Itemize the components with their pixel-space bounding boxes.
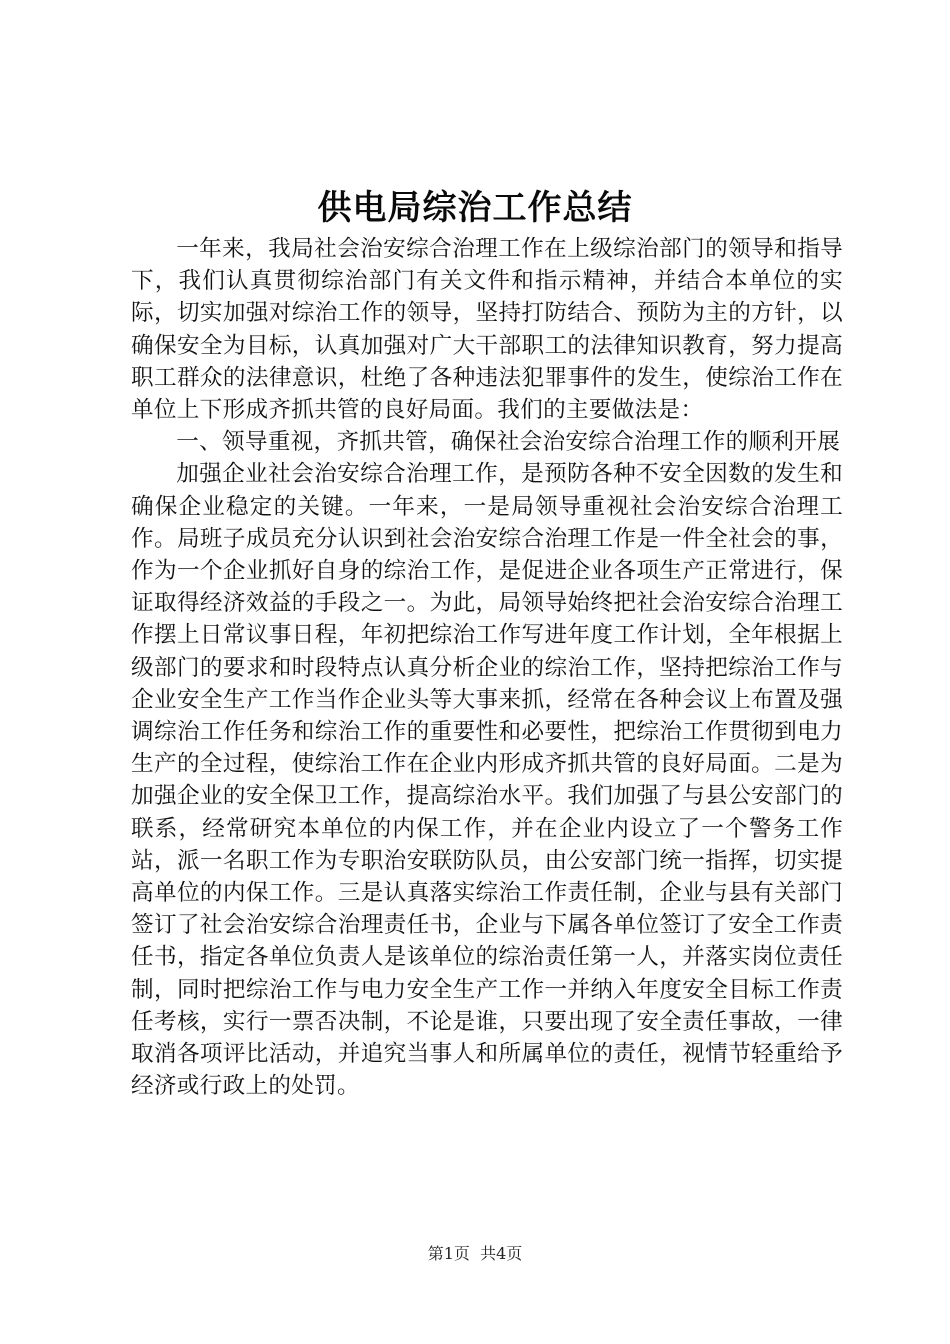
section-heading-1: 一、领导重视，齐抓共管，确保社会治安综合治理工作的顺利开展 [176, 429, 841, 456]
document-body [131, 233, 843, 1102]
document-title: 供电局综治工作总结 [317, 188, 633, 228]
page-footer [0, 1242, 950, 1266]
paragraph-section-1: 加强企业社会治安综合治理工作，是预防各种不安全因数的发生和确保企业稳定的关键。一年来，一是局领导重视社会治安综合治理工作。局班子成员充分认识到社会治安综合治理工作是一件全社会的事，作为一个企业抓好自身的综治工作，是促进企业各项生产正常进行，保证取得经济效益的手段之一。为此，局领导始终把社会治安综合治理工作摆上日常议事日程，年初把综治工作写进年度工作计划，全年根据上级部门的要求和时段特点认真分析企业的综治工作，坚持把综治工作与企业安全生产工作当作企业头等大事来抓，经常在各种会议上布置及强调综治工作任务和综治工作的重要性和必要性，把综治工作贯彻到电力生产的全过程，使综治工作在企业内形成齐抓共管的良好局面。二是为加强企业的安全保卫工作，提高综治水平。我们加强了与县公安部门的联系，经常研究本单位的内保工作，并在企业内设立了一个警务工作站，派一名职工作为专职治安联防队员，由公安部门统一指挥，切实提高单位的内保工作。三是认真落实综治工作责任制，企业与县有关部门签订了社会治安综合治理责任书，企业与下属各单位签订了安全工作责任书，指定各单位负责人是该单位的综治责任第一人，并落实岗位责任制，同时把综治工作与电力安全生产工作一并纳入年度安全目标工作责任考核，实行一票否决制，不论是谁，只要出现了安全责任事故，一律取消各项评比活动，并追究当事人和所属单位的责任，视情节轻重给予经济或行政上的处罚。 [131, 461, 843, 1100]
paragraph-intro: 一年来，我局社会治安综合治理工作在上级综治部门的领导和指导下，我们认真贯彻综治部门有关文件和指示精神，并结合本单位的实际，切实加强对综治工作的领导，坚持打防结合、预防为主的方针，以确保安全为目标，认真加强对广大干部职工的法律知识教育，努力提高职工群众的法律意识，杜绝了各种违法犯罪事件的发生，使综治工作在单位上下形成齐抓共管的良好局面。我们的主要做法是： [131, 236, 843, 424]
page-number: 第1页 共4页 [427, 1244, 523, 1263]
